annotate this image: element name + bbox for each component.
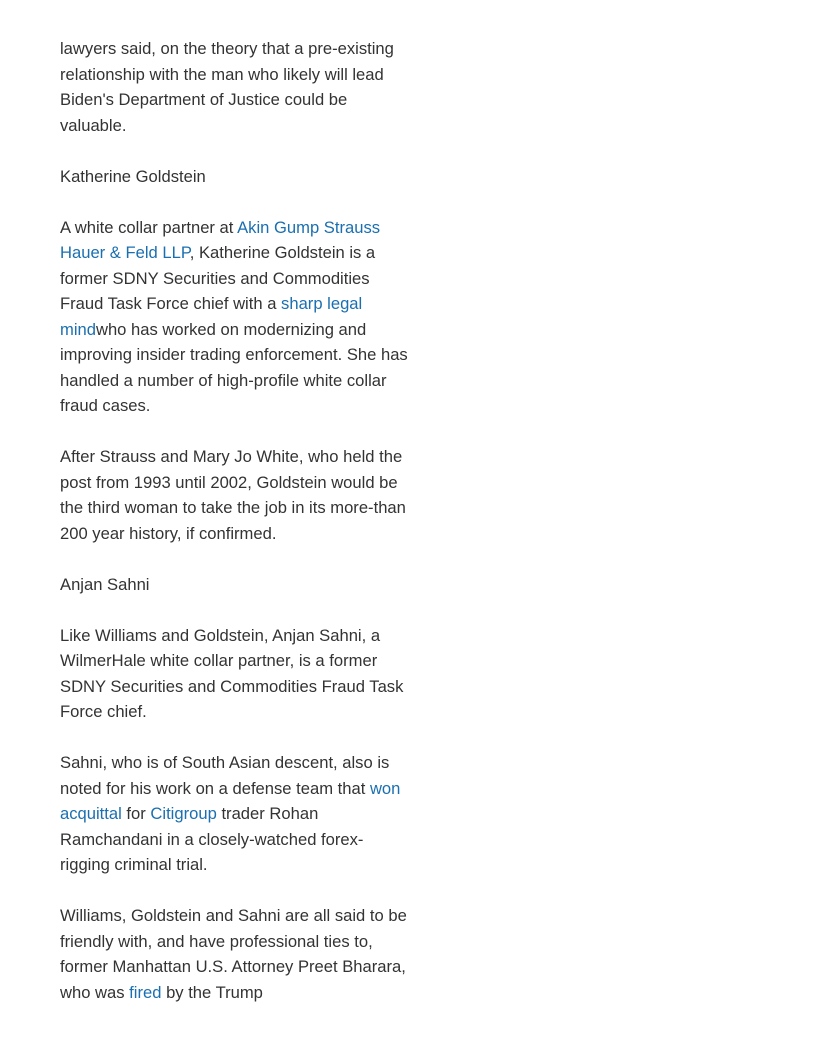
paragraph-text: , Katherine Goldstein is a former SDNY Securities and Commodities Fraud Task Force chief with a <box>60 243 376 313</box>
paragraph-text: A white collar partner at <box>60 217 238 237</box>
subheading-text: Anjan Sahni <box>60 574 150 594</box>
paragraph-goldstein-history <box>60 444 410 546</box>
paragraph-text: trader Rohan Ramchandani in a closely-watched forex-rigging criminal trial. <box>60 804 364 874</box>
paragraph-text: After Strauss and Mary Jo White, who held the post from 1993 until 2002, Goldstein would be the third woman to take the job in its more-than 200 year history, if confirmed. <box>60 447 406 543</box>
paragraph-text: Sahni, who is of South Asian descent, also is noted for his work on a defense team that <box>60 753 390 798</box>
link-citigroup[interactable]: Citigroup <box>150 804 217 823</box>
subheading-text: Katherine Goldstein <box>60 166 206 186</box>
article-body <box>60 36 410 1031</box>
paragraph-text: who has worked on modernizing and improving insider trading enforcement. She has handled a number of high-profile white collar fraud cases. <box>60 319 408 415</box>
paragraph-sahni-bio <box>60 623 410 725</box>
subheading-anjan-sahni <box>60 572 410 598</box>
paragraph-bharara-ties <box>60 903 410 1005</box>
link-sharp-legal-mind[interactable]: sharp legal mind <box>60 294 363 339</box>
paragraph-text: by the Trump <box>161 982 263 1002</box>
paragraph-sahni-defense <box>60 750 410 878</box>
link-won-acquittal[interactable]: won acquittal <box>60 778 401 823</box>
paragraph-text: lawyers said, on the theory that a pre-existing relationship with the man who likely will lead Biden's Department of Justice could be valuable. <box>60 39 394 135</box>
subheading-katherine-goldstein <box>60 164 410 190</box>
paragraph-text: Williams, Goldstein and Sahni are all said to be friendly with, and have professional ties to, former Manhattan U.S. Attorney Preet Bharara, who was <box>60 906 407 1002</box>
link-akin-gump[interactable]: Akin Gump Strauss Hauer & Feld LLP <box>60 217 381 262</box>
link-fired[interactable]: fired <box>129 982 162 1002</box>
paragraph-goldstein-bio <box>60 215 410 419</box>
paragraph-text: Like Williams and Goldstein, Anjan Sahni, a WilmerHale white collar partner, is a former SDNY Securities and Commodities Fraud Task Force chief. <box>60 625 404 721</box>
paragraph-biden-doj <box>60 36 410 138</box>
paragraph-text: for <box>121 804 151 823</box>
